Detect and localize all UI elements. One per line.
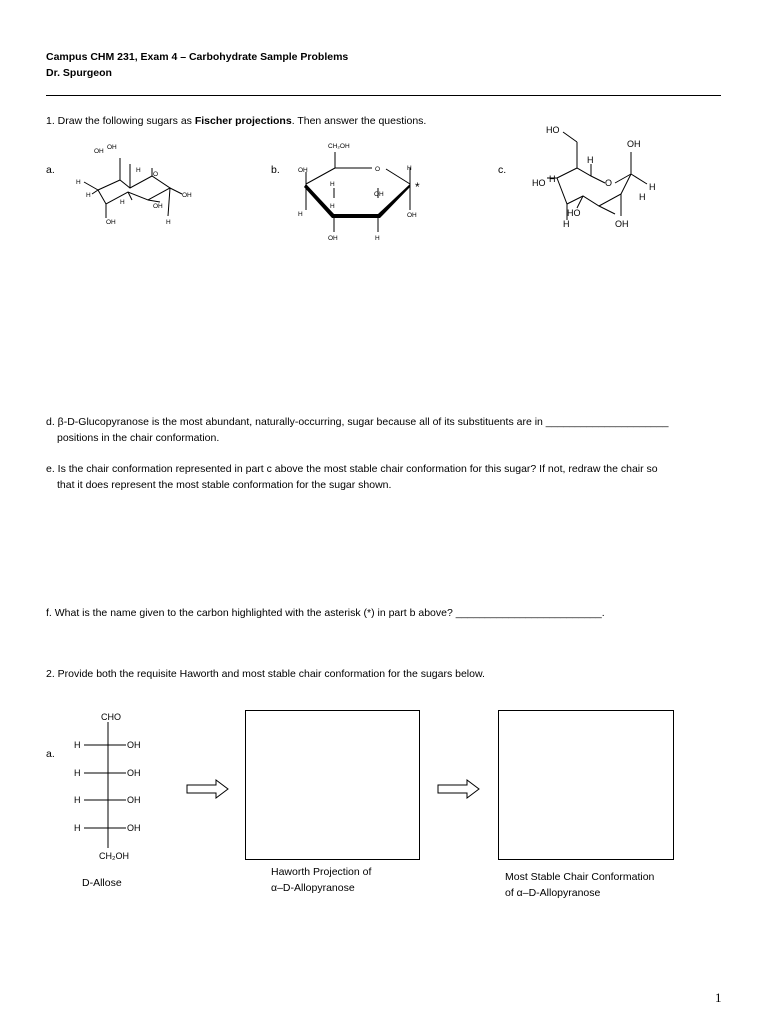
b-oh-left: OH: [298, 167, 308, 174]
c-ring-o: O: [605, 178, 613, 188]
a-h2: H: [76, 179, 81, 186]
b-h-left: H: [298, 211, 303, 218]
b-oh-in: OH: [374, 191, 384, 198]
c-oh-bottom: OH: [615, 219, 629, 229]
q1-prompt-bold: Fischer projections: [194, 115, 292, 127]
q1-e-line2: that it does represent the most stable conformation for the sugar shown.: [57, 479, 392, 491]
b-h-bottom: H: [375, 235, 380, 242]
haworth-caption-line1: Haworth Projection of: [271, 866, 372, 878]
a-oh-right: OH: [182, 192, 192, 199]
fischer-row2-left: H: [74, 768, 81, 778]
fischer-row4-left: H: [74, 823, 81, 833]
q1-label-b: b.: [271, 164, 280, 176]
b-ring-o: O: [375, 166, 381, 173]
q1-d-line1: d. β-D-Glucopyranose is the most abundant, naturally-occurring, sugar because all of its substituents are in _____________________: [46, 416, 669, 428]
a-oh-top2: OH: [107, 144, 117, 151]
fischer-row4-right: OH: [127, 823, 141, 833]
a-h1: H: [136, 167, 141, 174]
a-ring-o: O: [153, 171, 159, 178]
q2-label-a: a.: [46, 748, 55, 760]
q1-prompt-pre: 1. Draw the following sugars as: [46, 115, 195, 127]
a-h-bottom: H: [166, 219, 171, 226]
b-ch2oh: CH₂OH: [328, 143, 350, 150]
q1-prompt-post: . Then answer the questions.: [291, 115, 427, 127]
fischer-row1-left: H: [74, 740, 81, 750]
b-oh-right: OH: [407, 212, 417, 219]
sugar-name: D-Allose: [82, 877, 122, 889]
a-h4: H: [120, 199, 125, 206]
q1-e-line1: e. Is the chair conformation represented in part c above the most stable chair conformation for this sugar? If not, redraw the chair so: [46, 463, 658, 475]
chair-caption-line2: of α–D-Allopyranose: [505, 887, 601, 899]
author-name: Dr. Spurgeon: [46, 67, 112, 79]
c-ho-in: HO: [567, 208, 581, 218]
q2-prompt: 2. Provide both the requisite Haworth and most stable chair conformation for the sugars below.: [46, 668, 485, 680]
c-h3: H: [649, 182, 656, 192]
c-ho-top: HO: [546, 125, 560, 135]
haworth-caption-line2: α–D-Allopyranose: [271, 882, 355, 894]
c-h2: H: [549, 174, 556, 184]
structure-a-chair: [70, 138, 200, 228]
chair-answer-box[interactable]: [498, 710, 674, 860]
c-h5: H: [563, 219, 570, 229]
a-oh-bottom: OH: [106, 219, 116, 226]
chair-caption-line1: Most Stable Chair Conformation: [505, 871, 655, 883]
fischer-row1-right: OH: [127, 740, 141, 750]
fischer-row2-right: OH: [127, 768, 141, 778]
structure-c-chair: [525, 118, 675, 236]
b-asterisk: *: [415, 180, 420, 194]
q1-label-c: c.: [498, 164, 507, 176]
a-oh-mid: OH: [153, 203, 163, 210]
b-h-in2: H: [330, 203, 335, 210]
page-number: 1: [715, 990, 722, 1005]
c-ho-left: HO: [532, 178, 546, 188]
q1-f-line: f. What is the name given to the carbon highlighted with the asterisk (*) in part b above? _________________________.: [46, 607, 605, 619]
fischer-row3-left: H: [74, 795, 81, 805]
fischer-top: CHO: [101, 712, 121, 722]
q1-label-a: a.: [46, 164, 55, 176]
b-h-in1: H: [330, 181, 335, 188]
c-h4: H: [639, 192, 646, 202]
b-oh-bottom: OH: [328, 235, 338, 242]
header-rule: [46, 95, 721, 96]
a-h3: H: [86, 192, 91, 199]
c-h1: H: [587, 155, 594, 165]
haworth-answer-box[interactable]: [245, 710, 420, 860]
q1-d-line2: positions in the chair conformation.: [57, 432, 220, 444]
arrow-right-icon: [186, 779, 230, 799]
fischer-row3-right: OH: [127, 795, 141, 805]
fischer-bottom: CH₂OH: [99, 851, 129, 861]
b-h-right: H: [407, 165, 412, 172]
fischer-projection-d-allose: [66, 704, 156, 866]
structure-b-haworth: [290, 138, 430, 248]
arrow-right-icon: [437, 779, 481, 799]
exam-title: Campus CHM 231, Exam 4 – Carbohydrate Sample Problems: [46, 51, 349, 63]
c-oh-top: OH: [627, 139, 641, 149]
a-oh-top1: OH: [94, 148, 104, 155]
q1-prompt: [46, 113, 426, 129]
